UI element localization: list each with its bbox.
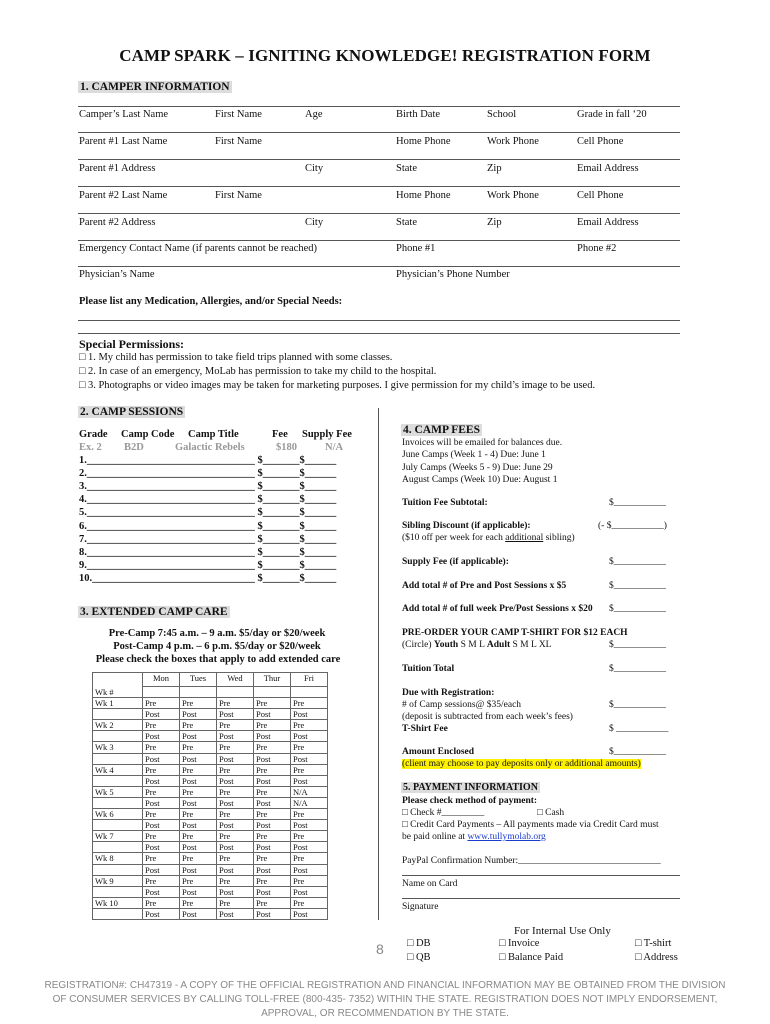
table-corner (93, 673, 143, 687)
pre-checkbox[interactable]: Pre (254, 720, 291, 731)
internal-use-title: For Internal Use Only (514, 925, 611, 937)
divider (78, 106, 680, 107)
post-checkbox[interactable]: Post (254, 797, 291, 808)
week-name-spacer (93, 886, 143, 897)
pre-checkbox[interactable]: Pre (291, 720, 328, 731)
invoice-note: Invoices will be emailed for balances due. (402, 438, 563, 448)
pre-checkbox[interactable]: Pre (180, 698, 217, 709)
pre-checkbox[interactable]: Pre (180, 831, 217, 842)
permission-field-trips[interactable]: □ 1. My child has permission to take field trips planned with some classes. (79, 352, 393, 363)
post-checkbox[interactable]: Post (217, 731, 254, 742)
camper-info-heading: 1. CAMPER INFORMATION (80, 81, 230, 93)
pre-checkbox[interactable]: Pre (254, 831, 291, 842)
pre-checkbox[interactable]: Pre (143, 698, 180, 709)
pre-checkbox[interactable]: Pre (217, 786, 254, 797)
pre-checkbox[interactable]: Pre (143, 809, 180, 820)
camp-sessions-heading: 2. CAMP SESSIONS (80, 406, 184, 418)
pre-checkbox[interactable]: N/A (291, 786, 328, 797)
day-header-tues: Tues (180, 673, 217, 687)
post-checkbox[interactable]: Post (143, 820, 180, 831)
pre-checkbox[interactable]: Pre (291, 853, 328, 864)
week-name-spacer (93, 753, 143, 764)
post-checkbox[interactable]: Post (291, 820, 328, 831)
post-checkbox[interactable]: Post (143, 753, 180, 764)
pre-checkbox[interactable]: Pre (291, 809, 328, 820)
post-checkbox[interactable]: Post (291, 864, 328, 875)
molab-link[interactable]: www.tullymolab.org (467, 832, 546, 842)
post-checkbox[interactable]: Post (217, 709, 254, 720)
check-option[interactable]: □ Check #_________ (402, 808, 485, 818)
payment-heading: 5. PAYMENT INFORMATION (403, 782, 538, 793)
post-checkbox[interactable]: Post (254, 753, 291, 764)
medication-line[interactable] (78, 333, 680, 334)
week-name: Wk 9 (93, 875, 143, 886)
internal-balance-paid[interactable]: □ Balance Paid (499, 952, 564, 963)
week-name: Wk 3 (93, 742, 143, 753)
post-checkbox[interactable]: Post (143, 775, 180, 786)
physician-phone-field[interactable]: Physician’s Phone Number (396, 269, 510, 280)
payment-method-label: Please check method of payment: (402, 796, 538, 806)
empty-cell (291, 687, 328, 698)
post-checkbox[interactable]: Post (254, 908, 291, 919)
post-checkbox[interactable]: Post (217, 842, 254, 853)
paypal-field[interactable]: PayPal Confirmation Number:______________________________ (402, 856, 661, 866)
example-code: B2D (124, 442, 144, 453)
name-on-card-field[interactable]: Name on Card (402, 879, 458, 889)
pre-checkbox[interactable]: Pre (180, 786, 217, 797)
pre-checkbox[interactable]: Pre (217, 809, 254, 820)
session-line-9[interactable]: 9.________________________________ $_______$______ (79, 559, 337, 571)
post-checkbox[interactable]: Post (143, 731, 180, 742)
pre-checkbox[interactable]: Pre (143, 897, 180, 908)
week-name-spacer (93, 775, 143, 786)
camper-field-r1-col4[interactable]: Birth Date (396, 109, 441, 120)
tshirt-fee-label: T-Shirt Fee (402, 724, 448, 734)
page-number: 8 (376, 941, 384, 957)
due-august: August Camps (Week 10) Due: August 1 (402, 475, 558, 485)
post-checkbox[interactable]: Post (217, 753, 254, 764)
post-checkbox[interactable]: Post (254, 731, 291, 742)
camper-field-r3-col3[interactable]: City (305, 163, 324, 174)
pre-checkbox[interactable]: Pre (143, 720, 180, 731)
supply-fee-label: Supply Fee (if applicable): (402, 557, 509, 567)
post-checkbox[interactable]: Post (291, 908, 328, 919)
sessions-count-label: # of Camp sessions@ $35/each (402, 700, 522, 710)
camper-field-r1-col3[interactable]: Age (305, 109, 323, 120)
pre-checkbox[interactable]: Pre (180, 853, 217, 864)
camper-field-r4-col1[interactable]: Parent #2 Last Name (79, 190, 168, 201)
post-checkbox[interactable]: Post (254, 886, 291, 897)
post-checkbox[interactable]: Post (143, 709, 180, 720)
divider (78, 186, 680, 187)
session-line-7[interactable]: 7.________________________________ $_______$______ (79, 533, 337, 545)
post-checkbox[interactable]: Post (143, 797, 180, 808)
pre-checkbox[interactable]: Pre (180, 742, 217, 753)
tshirt-fee-field[interactable]: $ ___________ (609, 724, 669, 734)
post-checkbox[interactable]: Post (254, 864, 291, 875)
column-divider (378, 408, 379, 920)
col-grade: Grade (79, 429, 108, 440)
credit-card-option[interactable]: □ Credit Card Payments – All payments made via Credit Card must (402, 820, 659, 830)
camper-field-r5-col5[interactable]: Zip (487, 217, 502, 228)
prepost-label: Add total # of Pre and Post Sessions x $5 (402, 581, 567, 591)
pre-checkbox[interactable]: Pre (254, 809, 291, 820)
week-name-spacer (93, 864, 143, 875)
session-line-3[interactable]: 3.________________________________ $_______$______ (79, 481, 337, 493)
extended-care-heading: 3. EXTENDED CAMP CARE (80, 606, 228, 618)
phone2-field[interactable]: Phone #2 (577, 243, 617, 254)
camper-field-r4-col5[interactable]: Work Phone (487, 190, 539, 201)
pre-checkbox[interactable]: Pre (217, 720, 254, 731)
camper-field-r3-col5[interactable]: Zip (487, 163, 502, 174)
camper-field-r2-col2[interactable]: First Name (215, 136, 262, 147)
postcamp-info: Post-Camp 4 p.m. – 6 p.m. $5/day or $20/week (113, 641, 321, 652)
week-name-spacer (93, 820, 143, 831)
camper-field-r4-col2[interactable]: First Name (215, 190, 262, 201)
post-checkbox[interactable]: Post (180, 731, 217, 742)
week-name: Wk 7 (93, 831, 143, 842)
signature-field[interactable]: Signature (402, 902, 439, 912)
pre-checkbox[interactable]: Pre (217, 831, 254, 842)
post-checkbox[interactable]: Post (180, 908, 217, 919)
camper-field-r4-col6[interactable]: Cell Phone (577, 190, 624, 201)
footer-disclaimer: REGISTRATION#: CH47319 - A COPY OF THE OFFICIAL REGISTRATION AND FINANCIAL INFORMATION MAY BE OBTAINED FROM THE DIVISION OF CONSUMER SERVICES BY CALLING TOLL-FREE (800-435- 7352) WITHIN THE STATE. REGISTRATION DOES NOT IMPLY ENDORSEMENT, APPROVAL, OR RECOMMENDATION BY THE STATE. (44, 980, 726, 1019)
post-checkbox[interactable]: Post (180, 886, 217, 897)
sibling-discount-field[interactable]: (- $___________) (598, 521, 667, 531)
divider (78, 213, 680, 214)
post-checkbox[interactable]: Post (291, 886, 328, 897)
example-title: Galactic Rebels (175, 442, 245, 453)
post-checkbox[interactable]: Post (217, 864, 254, 875)
pre-checkbox[interactable]: Pre (291, 764, 328, 775)
divider (402, 875, 680, 876)
post-checkbox[interactable]: Post (143, 908, 180, 919)
post-checkbox[interactable]: Post (254, 842, 291, 853)
week-name: Wk 10 (93, 897, 143, 908)
post-checkbox[interactable]: Post (254, 820, 291, 831)
permission-emergency[interactable]: □ 2. In case of an emergency, MoLab has permission to take my child to the hospital. (79, 366, 437, 377)
precamp-info: Pre-Camp 7:45 a.m. – 9 a.m. $5/day or $20/week (108, 628, 326, 639)
phone1-field[interactable]: Phone #1 (396, 243, 436, 254)
camper-field-r5-col3[interactable]: City (305, 217, 324, 228)
due-july: July Camps (Weeks 5 - 9) Due: June 29 (402, 463, 553, 473)
extended-instruction: Please check the boxes that apply to add extended care (95, 654, 341, 665)
deposit-note: (deposit is subtracted from each week’s fees) (402, 712, 573, 722)
week-name-spacer (93, 709, 143, 720)
post-checkbox[interactable]: Post (254, 775, 291, 786)
session-line-10[interactable]: 10._______________________________ $_______$______ (79, 572, 337, 584)
pre-checkbox[interactable]: Pre (143, 742, 180, 753)
internal-tshirt[interactable]: □ T-shirt (635, 938, 672, 949)
supply-fee-field[interactable]: $___________ (609, 557, 666, 567)
pre-checkbox[interactable]: Pre (254, 764, 291, 775)
pre-checkbox[interactable]: Pre (254, 897, 291, 908)
deposit-option-note: (client may choose to pay deposits only or additional amounts) (402, 759, 641, 769)
tuition-total-field[interactable]: $___________ (609, 664, 666, 674)
camper-field-r3-col4[interactable]: State (396, 163, 417, 174)
day-header-wed: Wed (217, 673, 254, 687)
example-supply: N/A (325, 442, 344, 453)
camper-field-r3-col1[interactable]: Parent #1 Address (79, 163, 156, 174)
camper-field-r1-col1[interactable]: Camper’s Last Name (79, 109, 169, 120)
pre-checkbox[interactable]: Pre (180, 720, 217, 731)
due-registration-label: Due with Registration: (402, 688, 495, 698)
camper-field-r5-col6[interactable]: Email Address (577, 217, 639, 228)
camp-fees-heading: 4. CAMP FEES (403, 424, 480, 436)
divider (78, 240, 680, 241)
session-line-2[interactable]: 2.________________________________ $_______$______ (79, 468, 337, 480)
pre-checkbox[interactable]: Pre (143, 853, 180, 864)
camper-field-r2-col5[interactable]: Work Phone (487, 136, 539, 147)
post-checkbox[interactable]: Post (217, 775, 254, 786)
divider (78, 159, 680, 160)
week-name: Wk 8 (93, 853, 143, 864)
pre-checkbox[interactable]: Pre (291, 698, 328, 709)
medication-line[interactable] (78, 320, 680, 321)
session-line-1[interactable]: 1.________________________________ $_______$______ (79, 455, 337, 466)
post-checkbox[interactable]: Post (291, 731, 328, 742)
session-line-4[interactable]: 4.________________________________ $_______$______ (79, 494, 337, 506)
camper-field-r3-col6[interactable]: Email Address (577, 163, 639, 174)
emergency-contact-field[interactable]: Emergency Contact Name (if parents cannot be reached) (79, 243, 317, 254)
camper-field-r5-col4[interactable]: State (396, 217, 417, 228)
pre-checkbox[interactable]: Pre (180, 764, 217, 775)
empty-cell (217, 687, 254, 698)
example-fee: $180 (276, 442, 297, 453)
col-camp-code: Camp Code (121, 429, 175, 440)
session-line-5[interactable]: 5.________________________________ $_______$______ (79, 507, 337, 519)
pre-checkbox[interactable]: Pre (143, 764, 180, 775)
session-line-6[interactable]: 6.________________________________ $_______$______ (79, 520, 337, 532)
sessions-count-field[interactable]: $___________ (609, 700, 666, 710)
week-name-spacer (93, 908, 143, 919)
camper-field-r1-col6[interactable]: Grade in fall ‘20 (577, 109, 647, 120)
camper-field-r2-col6[interactable]: Cell Phone (577, 136, 624, 147)
post-checkbox[interactable]: Post (217, 886, 254, 897)
pre-checkbox[interactable]: Pre (254, 853, 291, 864)
sibling-discount-label: Sibling Discount (if applicable): (402, 521, 531, 531)
cash-option[interactable]: □ Cash (537, 808, 565, 818)
divider (402, 898, 680, 899)
col-camp-title: Camp Title (188, 429, 239, 440)
post-checkbox[interactable]: Post (143, 886, 180, 897)
pre-checkbox[interactable]: Pre (180, 875, 217, 886)
physician-field[interactable]: Physician’s Name (79, 269, 155, 280)
tshirt-preorder-title: PRE-ORDER YOUR CAMP T-SHIRT FOR $12 EACH (402, 628, 628, 638)
post-checkbox[interactable]: Post (291, 709, 328, 720)
week-name-spacer (93, 842, 143, 853)
week-name-spacer (93, 731, 143, 742)
tuition-total-label: Tuition Total (402, 664, 455, 674)
amount-enclosed-field[interactable]: $___________ (609, 747, 666, 757)
empty-cell (143, 687, 180, 698)
tshirt-amount-field[interactable]: $___________ (609, 640, 666, 650)
sibling-note: ($10 off per week for each additional sibling) (402, 533, 575, 543)
col-fee: Fee (272, 429, 288, 440)
camper-field-r5-col1[interactable]: Parent #2 Address (79, 217, 156, 228)
divider (78, 132, 680, 133)
post-checkbox[interactable]: Post (180, 709, 217, 720)
pre-checkbox[interactable]: Pre (291, 831, 328, 842)
pre-checkbox[interactable]: Pre (254, 698, 291, 709)
tuition-subtotal-field[interactable]: $___________ (609, 498, 666, 508)
post-checkbox[interactable]: Post (291, 775, 328, 786)
amount-enclosed-label: Amount Enclosed (402, 747, 475, 757)
pre-checkbox[interactable]: Pre (254, 786, 291, 797)
medication-label: Please list any Medication, Allergies, and/or Special Needs: (79, 296, 343, 307)
post-checkbox[interactable]: Post (291, 842, 328, 853)
post-checkbox[interactable]: Post (180, 864, 217, 875)
post-checkbox[interactable]: Post (143, 864, 180, 875)
day-header-mon: Mon (143, 673, 180, 687)
week-name: Wk 2 (93, 720, 143, 731)
pre-checkbox[interactable]: Pre (217, 853, 254, 864)
example-grade: Ex. 2 (79, 442, 102, 453)
post-checkbox[interactable]: N/A (291, 797, 328, 808)
pre-checkbox[interactable]: Pre (254, 742, 291, 753)
pre-checkbox[interactable]: Pre (291, 897, 328, 908)
week-name: Wk 6 (93, 809, 143, 820)
tshirt-sizes[interactable]: (Circle) Youth S M L Adult S M L XL (402, 640, 552, 650)
pre-checkbox[interactable]: Pre (217, 875, 254, 886)
col-supply-fee: Supply Fee (302, 429, 352, 440)
fullweek-label: Add total # of full week Pre/Post Sessions x $20 (402, 604, 593, 614)
pre-checkbox[interactable]: Pre (143, 786, 180, 797)
post-checkbox[interactable]: Post (180, 753, 217, 764)
permission-photos[interactable]: □ 3. Photographs or video images may be taken for marketing purposes. I give permission for my child’s image to be used. (79, 380, 596, 391)
camper-field-r2-col4[interactable]: Home Phone (396, 136, 451, 147)
post-checkbox[interactable]: Post (291, 753, 328, 764)
camper-field-r2-col1[interactable]: Parent #1 Last Name (79, 136, 168, 147)
internal-address[interactable]: □ Address (635, 952, 678, 963)
post-checkbox[interactable]: Post (180, 842, 217, 853)
tuition-subtotal-label: Tuition Fee Subtotal: (402, 498, 488, 508)
internal-db[interactable]: □ DB (407, 938, 431, 949)
pre-checkbox[interactable]: Pre (291, 875, 328, 886)
due-june: June Camps (Week 1 - 4) Due: June 1 (402, 450, 546, 460)
day-header-thur: Thur (254, 673, 291, 687)
camper-field-r1-col2[interactable]: First Name (215, 109, 262, 120)
pre-checkbox[interactable]: Pre (217, 698, 254, 709)
post-checkbox[interactable]: Post (180, 820, 217, 831)
post-checkbox[interactable]: Post (217, 908, 254, 919)
pre-checkbox[interactable]: Pre (180, 809, 217, 820)
post-checkbox[interactable]: Post (217, 797, 254, 808)
week-name: Wk 1 (93, 698, 143, 709)
internal-invoice[interactable]: □ Invoice (499, 938, 540, 949)
empty-cell (254, 687, 291, 698)
extended-care-table (92, 672, 328, 920)
post-checkbox[interactable]: Post (254, 709, 291, 720)
week-name: Wk 4 (93, 764, 143, 775)
divider (78, 266, 680, 267)
week-name: Wk 5 (93, 786, 143, 797)
post-checkbox[interactable]: Post (180, 797, 217, 808)
pre-checkbox[interactable]: Pre (217, 742, 254, 753)
pre-checkbox[interactable]: Pre (291, 742, 328, 753)
fullweek-field[interactable]: $___________ (609, 604, 666, 614)
credit-card-note: be paid online at www.tullymolab.org (402, 832, 546, 842)
camper-field-r1-col5[interactable]: School (487, 109, 517, 120)
empty-cell (180, 687, 217, 698)
week-name-spacer (93, 797, 143, 808)
pre-checkbox[interactable]: Pre (217, 897, 254, 908)
pre-checkbox[interactable]: Pre (217, 764, 254, 775)
pre-checkbox[interactable]: Pre (143, 875, 180, 886)
post-checkbox[interactable]: Post (143, 842, 180, 853)
day-header-fri: Fri (291, 673, 328, 687)
pre-checkbox[interactable]: Pre (143, 831, 180, 842)
form-title: CAMP SPARK – IGNITING KNOWLEDGE! REGISTRATION FORM (119, 46, 651, 65)
prepost-field[interactable]: $___________ (609, 581, 666, 591)
session-line-8[interactable]: 8.________________________________ $_______$______ (79, 546, 337, 558)
permissions-heading: Special Permissions: (79, 337, 184, 351)
camper-field-r4-col4[interactable]: Home Phone (396, 190, 451, 201)
week-label: Wk # (93, 687, 143, 698)
pre-checkbox[interactable]: Pre (180, 897, 217, 908)
pre-checkbox[interactable]: Pre (254, 875, 291, 886)
internal-qb[interactable]: □ QB (407, 952, 431, 963)
post-checkbox[interactable]: Post (180, 775, 217, 786)
post-checkbox[interactable]: Post (217, 820, 254, 831)
